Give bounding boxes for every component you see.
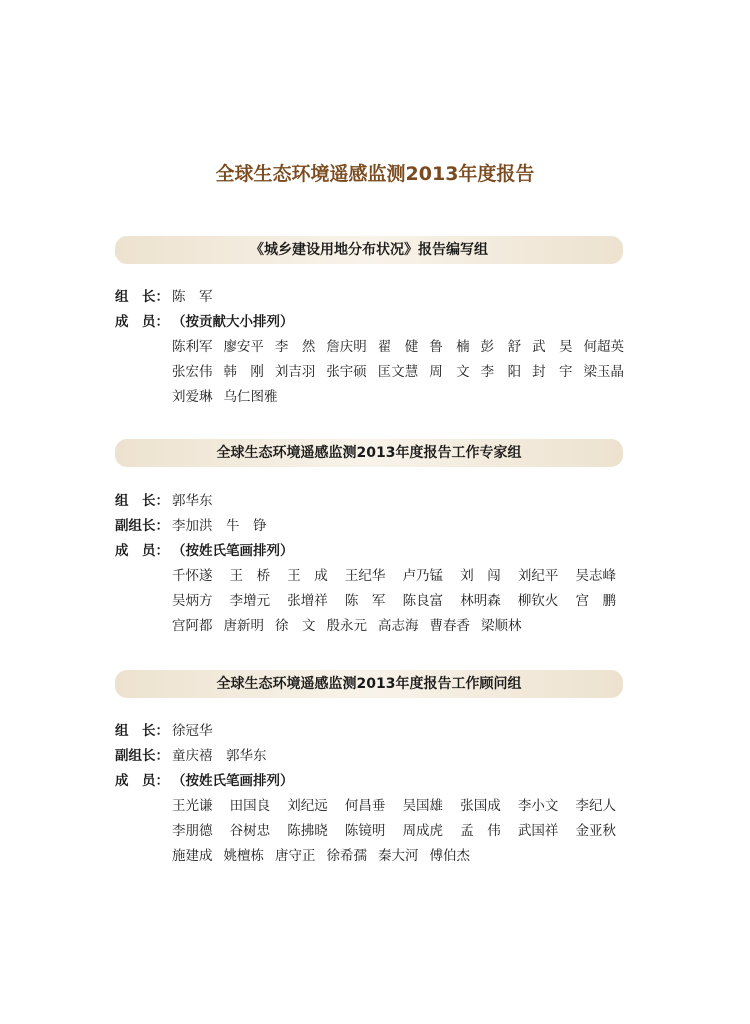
member-line xyxy=(172,614,616,639)
page-title: 全球生态环境遥感监测2013年度报告 xyxy=(215,163,535,185)
member-name: 施建成 xyxy=(172,848,213,864)
member-name: 宫阿都 xyxy=(172,618,213,634)
member-line xyxy=(172,819,616,844)
member-name: 詹庆明 xyxy=(326,339,367,355)
member-name: 李小文 xyxy=(517,798,559,814)
member-name: 田国良 xyxy=(229,798,271,814)
deputy-row xyxy=(115,745,267,767)
members-note: （按姓氏笔画排列） xyxy=(172,543,294,559)
leader-label: 组 长： xyxy=(115,493,169,509)
leader-row xyxy=(115,490,213,512)
members-note: （按姓氏笔画排列） xyxy=(172,773,294,789)
member-name: 曹春香 xyxy=(429,618,470,634)
member-name: 张宇硕 xyxy=(326,364,367,380)
member-name: 王 桥 xyxy=(229,568,271,584)
member-name: 傅伯杰 xyxy=(429,848,470,864)
deputy-label: 副组长： xyxy=(115,748,169,764)
member-name: 李 然 xyxy=(274,339,316,355)
member-name: 徐 文 xyxy=(275,618,316,634)
member-name: 李增元 xyxy=(229,593,271,609)
member-name: 李纪人 xyxy=(575,798,616,814)
member-line xyxy=(172,335,624,360)
member-line xyxy=(172,360,624,385)
member-name: 韩 刚 xyxy=(223,364,264,380)
section-heading-expert-group: 全球生态环境遥感监测2013年度报告工作专家组 xyxy=(115,439,623,467)
member-name: 周 文 xyxy=(429,364,470,380)
member-name: 陈镜明 xyxy=(344,823,386,839)
member-name: 张国成 xyxy=(460,798,501,814)
member-list xyxy=(172,335,624,410)
member-list xyxy=(172,564,616,639)
member-name: 刘吉羽 xyxy=(274,364,316,380)
member-name: 唐新明 xyxy=(223,618,264,634)
member-name: 林明森 xyxy=(460,593,501,609)
members-label: 成 员： xyxy=(115,543,169,559)
deputy-label: 副组长： xyxy=(115,518,169,534)
members-note: （按贡献大小排列） xyxy=(172,314,294,330)
member-name: 李朋德 xyxy=(172,823,213,839)
member-name: 梁顺林 xyxy=(481,618,522,634)
member-name: 姚檀栋 xyxy=(223,848,264,864)
member-name: 金亚秋 xyxy=(575,823,616,839)
member-name: 王纪华 xyxy=(344,568,386,584)
section-heading-advisory-group: 全球生态环境遥感监测2013年度报告工作顾问组 xyxy=(115,670,623,698)
member-name: 武 昊 xyxy=(532,339,573,355)
member-line xyxy=(172,844,616,869)
leader-label: 组 长： xyxy=(115,723,169,739)
member-name: 翟 健 xyxy=(377,339,419,355)
member-name: 武国祥 xyxy=(517,823,559,839)
member-name: 陈拂晓 xyxy=(287,823,328,839)
leader-name: 徐冠华 xyxy=(172,723,213,739)
leader-name: 陈 军 xyxy=(172,289,213,305)
leader-name: 郭华东 xyxy=(172,493,213,509)
member-list xyxy=(172,794,616,869)
member-name: 徐希孺 xyxy=(326,848,367,864)
member-name: 李 阳 xyxy=(480,364,522,380)
members-row xyxy=(115,770,294,792)
member-name: 匡文慧 xyxy=(377,364,419,380)
member-name: 陈 军 xyxy=(344,593,386,609)
member-name: 吴志峰 xyxy=(575,568,616,584)
deputy-names: 童庆禧 郭华东 xyxy=(172,748,267,764)
member-name: 陈良富 xyxy=(402,593,444,609)
member-name: 陈利军 xyxy=(172,339,213,355)
member-name: 千怀遂 xyxy=(172,568,213,584)
member-name: 宫 鹏 xyxy=(575,593,616,609)
member-line xyxy=(172,794,616,819)
member-name: 柳钦火 xyxy=(517,593,559,609)
member-name: 卢乃锰 xyxy=(402,568,444,584)
member-name: 吴炳方 xyxy=(172,593,213,609)
deputy-row xyxy=(115,515,267,537)
member-name: 殷永元 xyxy=(326,618,367,634)
member-name: 秦大河 xyxy=(378,848,419,864)
member-name: 王 成 xyxy=(287,568,328,584)
member-name: 鲁 楠 xyxy=(429,339,470,355)
members-label: 成 员： xyxy=(115,314,169,330)
member-name: 吴国雄 xyxy=(402,798,444,814)
leader-label: 组 长： xyxy=(115,289,169,305)
member-name: 高志海 xyxy=(378,618,419,634)
deputy-names: 李加洪 牛 铮 xyxy=(172,518,267,534)
member-name: 封 宇 xyxy=(532,364,573,380)
member-name: 王光谦 xyxy=(172,798,213,814)
member-name: 何超英 xyxy=(583,339,624,355)
member-name: 张宏伟 xyxy=(172,364,213,380)
member-name: 何昌垂 xyxy=(344,798,386,814)
member-line xyxy=(172,589,616,614)
member-name: 彭 舒 xyxy=(480,339,522,355)
members-row xyxy=(115,311,294,333)
member-name: 谷树忠 xyxy=(229,823,271,839)
member-name: 廖安平 xyxy=(223,339,264,355)
section-heading-writing-group: 《城乡建设用地分布状况》报告编写组 xyxy=(115,236,623,264)
member-name: 刘爱琳 xyxy=(172,389,213,405)
member-name: 张增祥 xyxy=(287,593,328,609)
member-name: 周成虎 xyxy=(402,823,444,839)
members-label: 成 员： xyxy=(115,773,169,789)
member-name: 刘 闯 xyxy=(460,568,501,584)
member-name: 乌仁图雅 xyxy=(223,389,278,405)
member-name: 刘纪远 xyxy=(287,798,328,814)
member-line xyxy=(172,385,624,410)
members-row xyxy=(115,540,294,562)
member-name: 刘纪平 xyxy=(517,568,559,584)
member-line xyxy=(172,564,616,589)
member-name: 梁玉晶 xyxy=(583,364,624,380)
member-name: 孟 伟 xyxy=(460,823,501,839)
leader-row xyxy=(115,286,213,308)
member-name: 唐守正 xyxy=(275,848,316,864)
leader-row xyxy=(115,720,213,742)
